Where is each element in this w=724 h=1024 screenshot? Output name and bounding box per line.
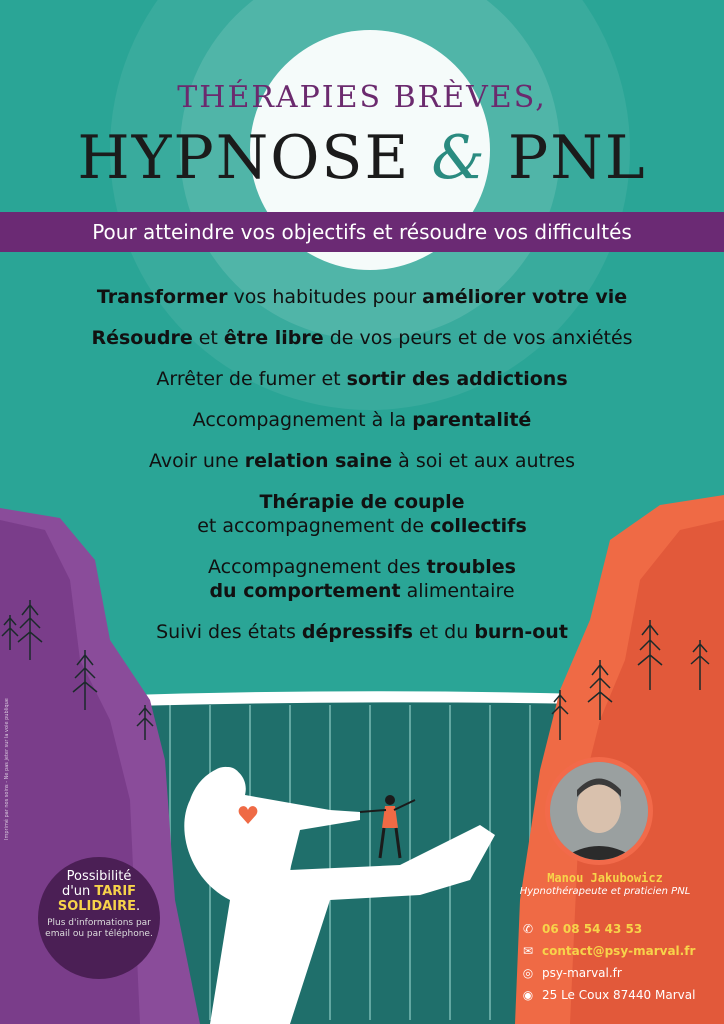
tagline-band: Pour atteindre vos objectifs et résoudre vos difficultés [0,212,724,252]
contact-phone: 06 08 54 43 53 [542,922,643,936]
contact-address: 25 Le Coux 87440 Marval [542,988,696,1002]
location-pin-icon: ◉ [522,988,534,1002]
service-line [20,620,704,644]
contact-website: psy-marval.fr [542,966,622,980]
service-line [20,326,704,350]
contact-address-row [520,984,695,1006]
solidaire-line1: Possibilité [66,869,132,884]
service-emphasis: collectifs [430,515,527,537]
service-text: et [192,327,224,349]
practitioner-name: Manou Jakubowicz [547,871,663,885]
service-text: Avoir une [149,450,245,472]
main-title [0,118,724,198]
contact-email-row[interactable] [520,940,695,962]
service-emphasis: du comportement [209,580,401,602]
service-item [20,285,704,309]
solidaire-line2a: d'un [61,884,95,899]
service-item [20,490,704,538]
phone-icon: ✆ [522,922,534,936]
title-ampersand: & [431,123,487,193]
service-text: Accompagnement à la [192,409,413,431]
contact-email: contact@psy-marval.fr [542,944,696,958]
contact-website-row[interactable] [520,962,695,984]
contact-phone-row[interactable] [520,918,695,940]
service-emphasis: dépressifs [301,621,413,643]
globe-icon: ◎ [522,966,534,980]
service-item [20,620,704,644]
service-line [20,490,704,514]
title-hypnose: HYPNOSE [77,123,411,193]
service-text: à soi et aux autres [392,450,575,472]
contact-block [520,918,695,1006]
service-emphasis: burn-out [474,621,568,643]
solidaire-info: Plus d'informations par email ou par téléphone. [45,918,153,939]
envelope-icon: ✉ [522,944,534,958]
service-item [20,367,704,391]
service-text: et accompagnement de [197,515,431,537]
solidaire-line3 [38,899,160,914]
practitioner-role: Hypnothérapeute et praticien PNL [519,886,691,897]
service-item [20,408,704,432]
service-text: Arrêter de fumer et [156,368,347,390]
service-item [20,449,704,473]
service-line [20,367,704,391]
avatar [550,762,648,860]
service-text: et du [412,621,475,643]
print-note: Imprimé par nos soins - Ne pas jeter sur la voie publique [4,698,10,840]
service-line [20,579,704,603]
service-emphasis: Thérapie de couple [259,491,465,513]
service-line [20,285,704,309]
service-emphasis: être libre [223,327,324,349]
service-line [20,555,704,579]
service-text: alimentaire [400,580,515,602]
service-line [20,408,704,432]
solidaire-dot: . [135,899,141,914]
solidaire-solidaire: SOLIDAIRE [57,899,136,914]
service-text: vos habitudes pour [227,286,423,308]
service-emphasis: Résoudre [91,327,193,349]
services-list [20,285,704,661]
service-item [20,326,704,350]
service-emphasis: relation saine [244,450,393,472]
title-pnl: PNL [507,123,647,193]
solidaire-line2 [38,884,160,899]
service-line [20,449,704,473]
service-item [20,555,704,603]
service-text: Accompagnement des [208,556,427,578]
service-emphasis: parentalité [412,409,532,431]
service-text: Suivi des états [156,621,302,643]
subtitle-therapies: THÉRAPIES BRÈVES, [177,80,547,115]
service-emphasis: améliorer votre vie [422,286,628,308]
service-emphasis: Transformer [96,286,228,308]
practitioner-photo [545,757,653,865]
solidaire-tarif: TARIF [94,884,137,899]
service-emphasis: sortir des addictions [346,368,568,390]
service-text: de vos peurs et de vos anxiétés [323,327,633,349]
tarif-solidaire-badge [38,857,160,979]
service-line [20,514,704,538]
service-emphasis: troubles [426,556,516,578]
